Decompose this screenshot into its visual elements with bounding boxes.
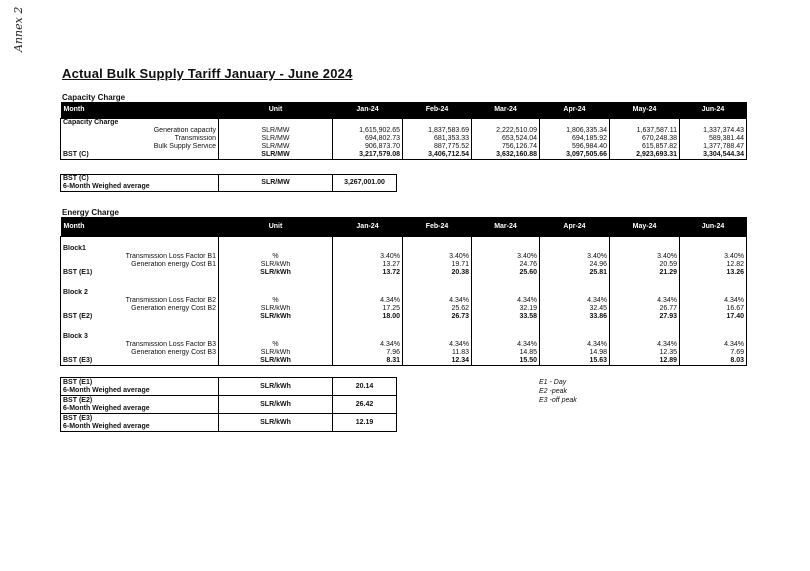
total-value: 25.81 <box>540 269 610 277</box>
energy-average-box <box>60 377 397 432</box>
table-row <box>61 297 747 305</box>
average-value: 20.14 <box>333 378 397 396</box>
row-label: Generation energy Cost B1 <box>61 261 219 269</box>
row-label: Generation capacity <box>61 127 219 135</box>
cell-value: 25.62 <box>403 305 472 313</box>
cell-value: 887,775.52 <box>403 143 472 151</box>
table-row <box>61 341 747 349</box>
total-value: 17.40 <box>680 313 747 321</box>
total-value: 33.58 <box>472 313 540 321</box>
block-label: Block1 <box>61 245 219 253</box>
cell-value: 3.40% <box>472 253 540 261</box>
total-value: 13.72 <box>333 269 403 277</box>
table-row <box>61 261 747 269</box>
month-column-header: Feb-24 <box>403 102 472 119</box>
cell-value: 4.34% <box>540 297 610 305</box>
month-column-header: Jan-24 <box>333 217 403 237</box>
average-label-line2: 6-Month Weighed average <box>63 404 150 412</box>
cell-value: 4.34% <box>680 341 747 349</box>
cell-value: 3.40% <box>610 253 680 261</box>
month-column-header: Mar-24 <box>472 217 540 237</box>
row-unit: SLR/MW <box>219 143 333 151</box>
total-unit: SLR/MW <box>219 151 333 160</box>
average-label <box>61 414 219 432</box>
total-value: 3,097,505.66 <box>540 151 610 160</box>
cell-value: 3.40% <box>403 253 472 261</box>
average-unit: SLR/kWh <box>219 378 333 396</box>
cell-value: 4.34% <box>403 341 472 349</box>
cell-value: 615,857.82 <box>610 143 680 151</box>
capacity-section-label: Capacity Charge <box>62 93 126 102</box>
total-value: 27.93 <box>610 313 680 321</box>
total-value: 13.26 <box>680 269 747 277</box>
cell-value: 4.34% <box>540 341 610 349</box>
capacity-group-row <box>61 119 747 128</box>
capacity-header-row <box>61 102 747 119</box>
block-row <box>61 245 747 253</box>
table-row <box>61 253 747 261</box>
capacity-table <box>60 102 747 160</box>
total-row <box>61 269 747 277</box>
energy-header-row <box>61 217 747 237</box>
row-unit: SLR/kWh <box>219 261 333 269</box>
average-label-line1: BST (C) <box>63 175 89 182</box>
total-value: 12.89 <box>610 357 680 366</box>
table-row <box>61 143 747 151</box>
month-column-header: Apr-24 <box>540 217 610 237</box>
cell-value: 596,984.40 <box>540 143 610 151</box>
block-label: Block 3 <box>61 333 219 341</box>
average-row <box>61 378 397 396</box>
average-value: 12.19 <box>333 414 397 432</box>
cell-value: 681,353.33 <box>403 135 472 143</box>
cell-value: 3.40% <box>680 253 747 261</box>
cell-value: 13.27 <box>333 261 403 269</box>
legend-item: E3 -off peak <box>539 397 577 404</box>
cell-value: 1,377,788.47 <box>680 143 747 151</box>
cell-value: 7.69 <box>680 349 747 357</box>
cell-value: 4.34% <box>472 341 540 349</box>
cell-value: 3.40% <box>540 253 610 261</box>
cell-value: 3.40% <box>333 253 403 261</box>
cell-value: 589,381.44 <box>680 135 747 143</box>
month-column-header: Jun-24 <box>680 217 747 237</box>
total-label: BST (E3) <box>61 357 219 366</box>
annex-annotation: Annex 2 <box>12 6 25 52</box>
total-value: 21.29 <box>610 269 680 277</box>
energy-section-label: Energy Charge <box>62 208 119 217</box>
total-value: 8.03 <box>680 357 747 366</box>
table-row <box>61 135 747 143</box>
total-value: 2,923,693.31 <box>610 151 680 160</box>
cell-value: 26.77 <box>610 305 680 313</box>
total-value: 15.50 <box>472 357 540 366</box>
total-value: 3,632,160.88 <box>472 151 540 160</box>
block-row <box>61 289 747 297</box>
cell-value: 1,615,902.65 <box>333 127 403 135</box>
unit-header: Unit <box>219 217 333 237</box>
cell-value: 32.45 <box>540 305 610 313</box>
row-label: Generation energy Cost B2 <box>61 305 219 313</box>
total-value: 12.34 <box>403 357 472 366</box>
total-value: 18.00 <box>333 313 403 321</box>
row-unit: SLR/MW <box>219 127 333 135</box>
average-label-line1: BST (E1) <box>63 378 93 386</box>
cell-value: 16.67 <box>680 305 747 313</box>
row-label: Transmission Loss Factor B3 <box>61 341 219 349</box>
month-column-header: Jan-24 <box>333 102 403 119</box>
average-label <box>61 396 219 414</box>
row-label: Transmission Loss Factor B1 <box>61 253 219 261</box>
cell-value: 1,637,587.11 <box>610 127 680 135</box>
total-unit: SLR/kWh <box>219 357 333 366</box>
legend-item: E1 - Day <box>539 379 567 386</box>
cell-value: 653,524.04 <box>472 135 540 143</box>
total-label: BST (C) <box>61 151 219 160</box>
cell-value: 24.76 <box>472 261 540 269</box>
total-label: BST (E1) <box>61 269 219 277</box>
cell-value: 906,873.70 <box>333 143 403 151</box>
total-row <box>61 151 747 160</box>
cell-value: 4.34% <box>610 297 680 305</box>
total-value: 15.63 <box>540 357 610 366</box>
total-value: 3,406,712.54 <box>403 151 472 160</box>
average-label-line2: 6-Month Weighed average <box>63 422 150 430</box>
total-value: 8.31 <box>333 357 403 366</box>
month-column-header: Mar-24 <box>472 102 540 119</box>
table-row <box>61 349 747 357</box>
average-label-line2: 6-Month Weighed average <box>63 386 150 394</box>
average-label <box>61 378 219 396</box>
row-unit: % <box>219 297 333 305</box>
row-label: Bulk Supply Service <box>61 143 219 151</box>
average-unit: SLR/kWh <box>219 414 333 432</box>
cell-value: 1,806,335.34 <box>540 127 610 135</box>
cell-value: 24.96 <box>540 261 610 269</box>
capacity-average-box <box>60 174 397 192</box>
month-header: Month <box>61 102 219 119</box>
cell-value: 694,802.73 <box>333 135 403 143</box>
cell-value: 11.83 <box>403 349 472 357</box>
average-unit: SLR/kWh <box>219 396 333 414</box>
unit-header: Unit <box>219 102 333 119</box>
average-row <box>61 396 397 414</box>
cell-value: 20.59 <box>610 261 680 269</box>
energy-legend <box>539 378 577 405</box>
average-label <box>61 175 219 192</box>
total-value: 25.60 <box>472 269 540 277</box>
average-value: 26.42 <box>333 396 397 414</box>
cell-value: 12.82 <box>680 261 747 269</box>
total-value: 3,217,579.08 <box>333 151 403 160</box>
cell-value: 4.34% <box>610 341 680 349</box>
legend-item: E2 -peak <box>539 388 568 395</box>
row-unit: SLR/MW <box>219 135 333 143</box>
cell-value: 1,337,374.43 <box>680 127 747 135</box>
total-value: 33.86 <box>540 313 610 321</box>
month-column-header: Apr-24 <box>540 102 610 119</box>
total-row <box>61 313 747 321</box>
cell-value: 4.34% <box>680 297 747 305</box>
block-label: Block 2 <box>61 289 219 297</box>
row-unit: SLR/kWh <box>219 349 333 357</box>
average-unit: SLR/MW <box>219 175 333 192</box>
cell-value: 14.85 <box>472 349 540 357</box>
row-label: Transmission Loss Factor B2 <box>61 297 219 305</box>
cell-value: 670,248.38 <box>610 135 680 143</box>
cell-value: 4.34% <box>403 297 472 305</box>
total-value: 20.38 <box>403 269 472 277</box>
total-row <box>61 357 747 366</box>
average-label-line1: BST (E3) <box>63 414 93 422</box>
row-unit: % <box>219 253 333 261</box>
total-unit: SLR/kWh <box>219 269 333 277</box>
cell-value: 12.35 <box>610 349 680 357</box>
row-label: Transmission <box>61 135 219 143</box>
cell-value: 19.71 <box>403 261 472 269</box>
average-value: 3,267,001.00 <box>333 175 397 192</box>
total-value: 3,304,544.34 <box>680 151 747 160</box>
cell-value: 694,185.92 <box>540 135 610 143</box>
month-column-header: Feb-24 <box>403 217 472 237</box>
cell-value: 4.34% <box>333 297 403 305</box>
total-unit: SLR/kWh <box>219 313 333 321</box>
average-label-line1: BST (E2) <box>63 396 93 404</box>
table-row <box>61 127 747 135</box>
cell-value: 2,222,510.09 <box>472 127 540 135</box>
row-unit: % <box>219 341 333 349</box>
cell-value: 4.34% <box>472 297 540 305</box>
cell-value: 7.96 <box>333 349 403 357</box>
average-row <box>61 414 397 432</box>
cell-value: 14.98 <box>540 349 610 357</box>
month-header: Month <box>61 217 219 237</box>
row-label: Generation energy Cost B3 <box>61 349 219 357</box>
total-label: BST (E2) <box>61 313 219 321</box>
energy-table <box>60 217 747 366</box>
row-unit: SLR/kWh <box>219 305 333 313</box>
cell-value: 756,126.74 <box>472 143 540 151</box>
average-label-line2: 6-Month Weighed average <box>63 183 150 190</box>
cell-value: 4.34% <box>333 341 403 349</box>
page-title: Actual Bulk Supply Tariff January - June 2024 <box>62 66 353 81</box>
block-row <box>61 333 747 341</box>
capacity-group-label: Capacity Charge <box>61 119 219 128</box>
month-column-header: May-24 <box>610 102 680 119</box>
month-column-header: Jun-24 <box>680 102 747 119</box>
cell-value: 17.25 <box>333 305 403 313</box>
table-row <box>61 305 747 313</box>
total-value: 26.73 <box>403 313 472 321</box>
cell-value: 1,837,583.69 <box>403 127 472 135</box>
month-column-header: May-24 <box>610 217 680 237</box>
cell-value: 32.19 <box>472 305 540 313</box>
